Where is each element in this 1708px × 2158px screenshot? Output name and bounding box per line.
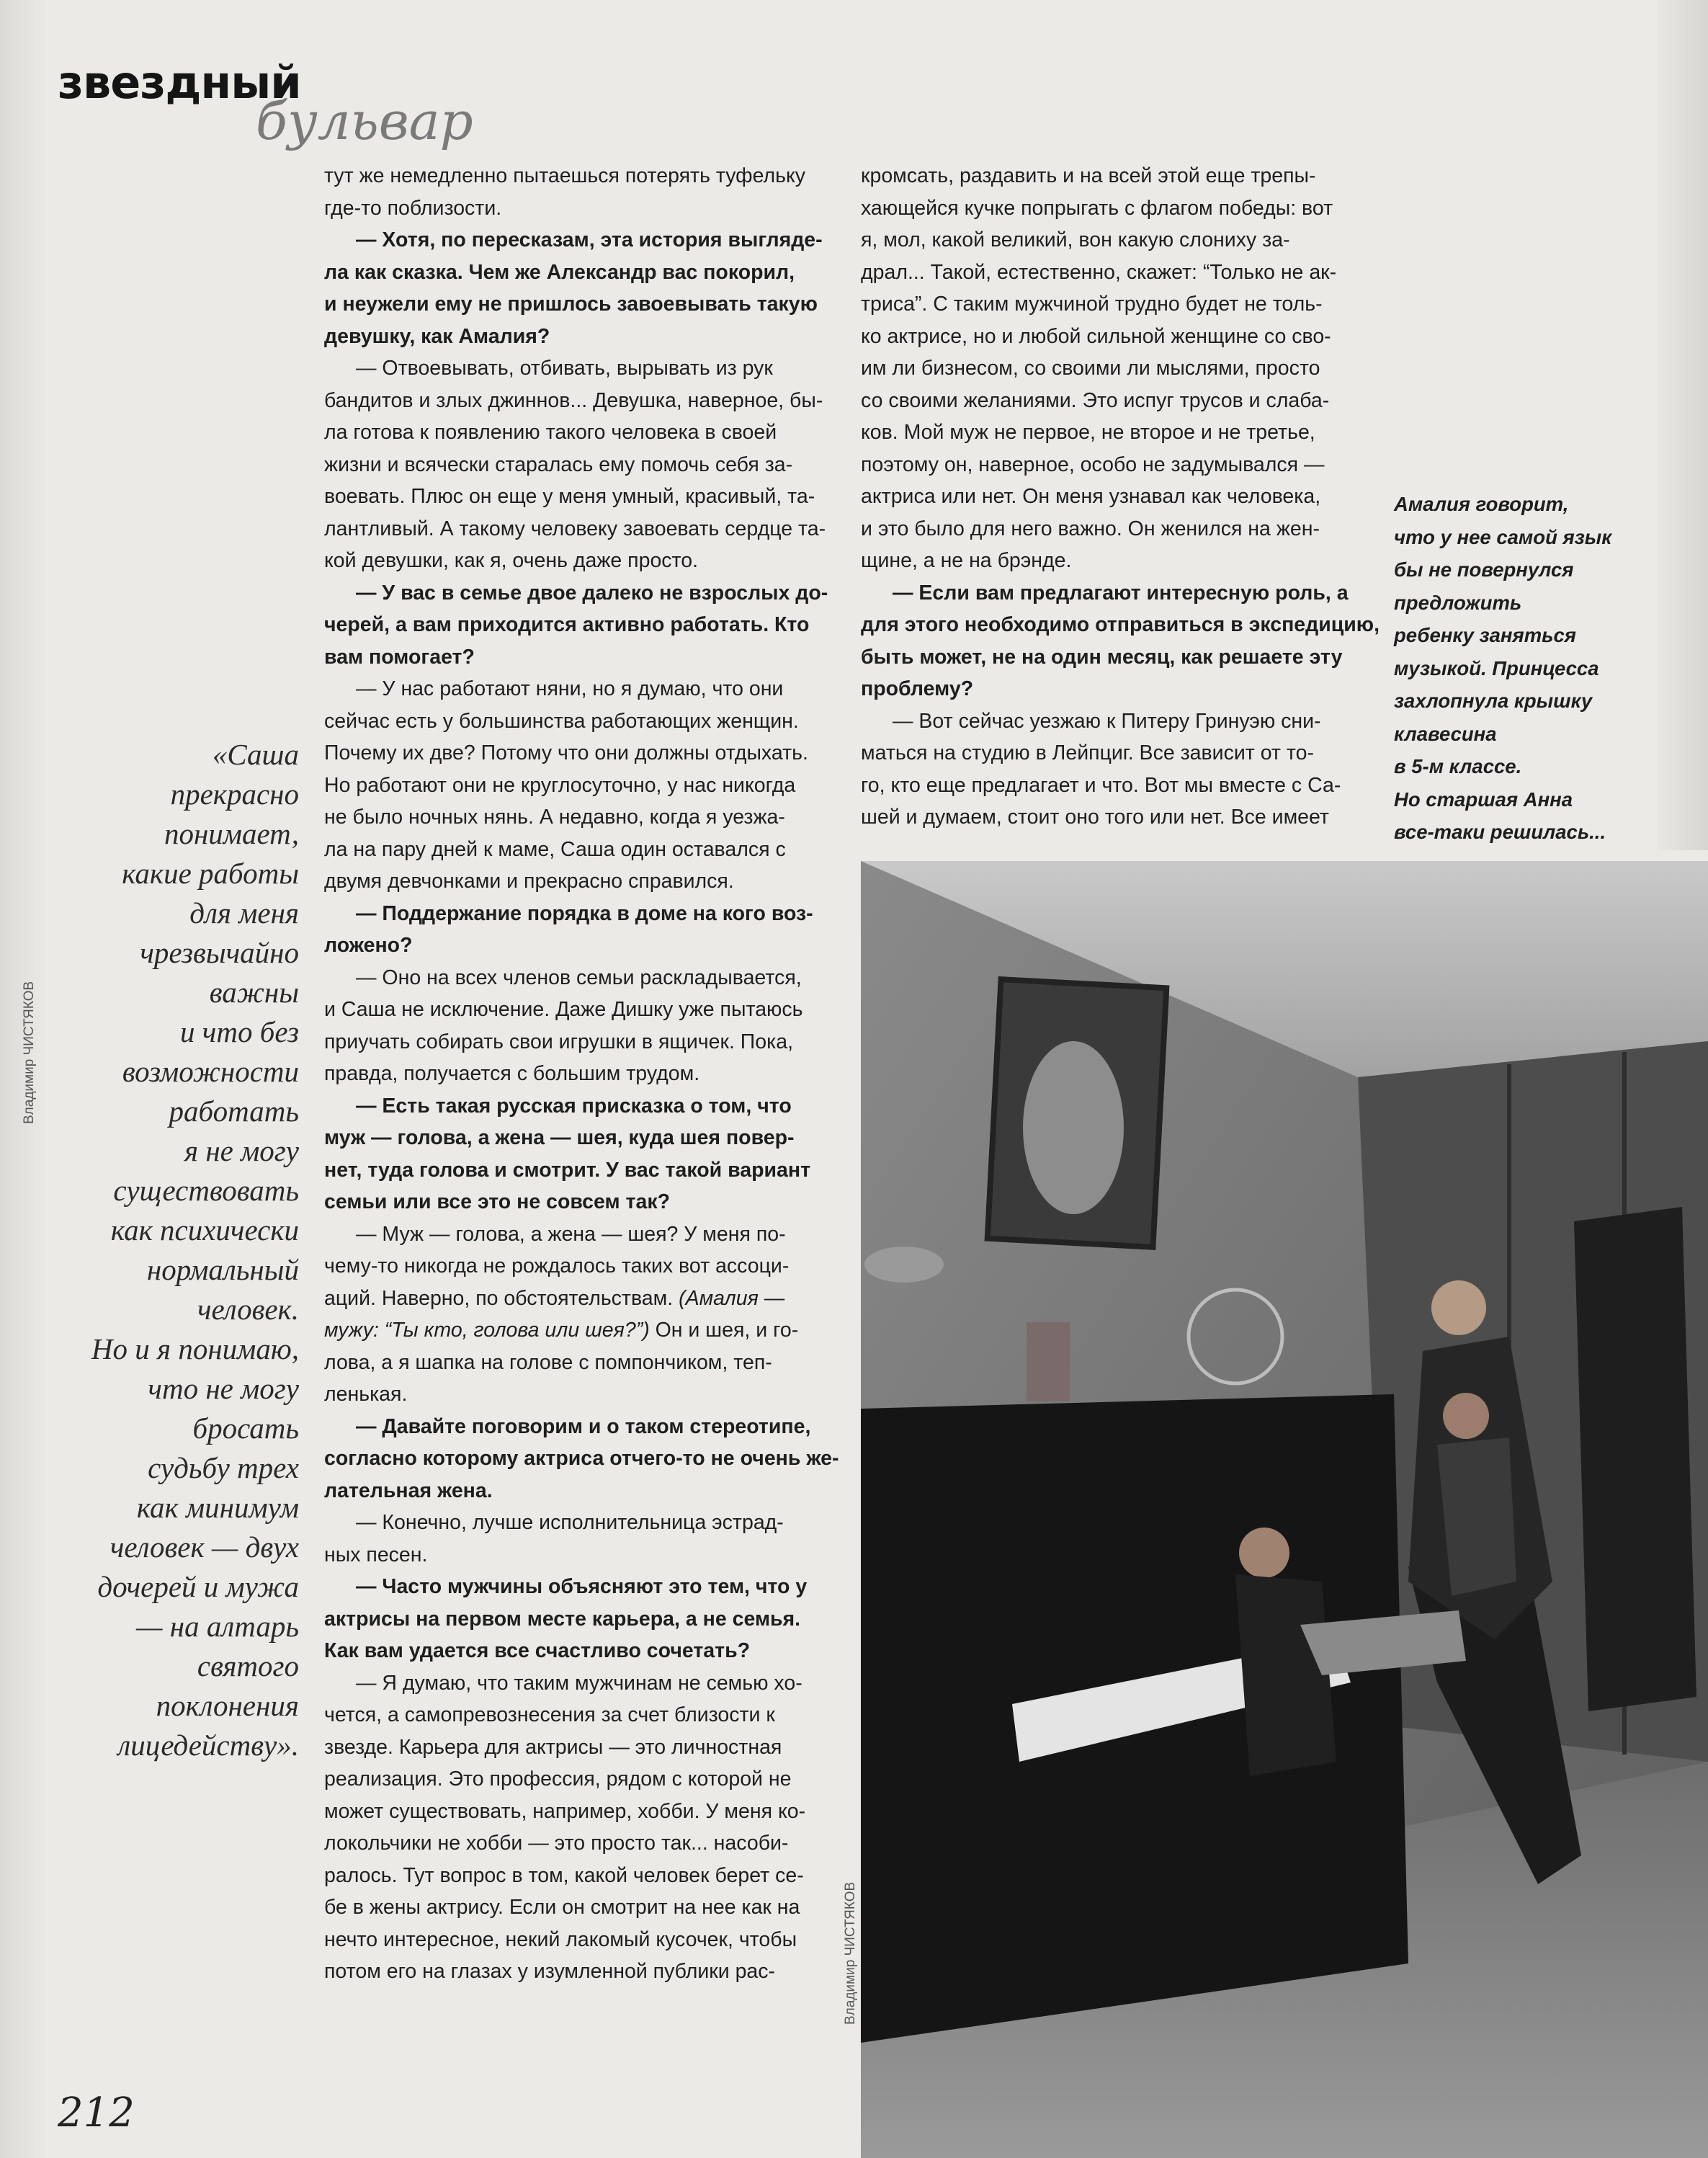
article-line: — Отвоевывать, отбивать, вырывать из рук [356,357,773,380]
pull-quote-line: прекрасно [170,777,299,811]
article-line: маться на студию в Лейпциг. Все зависит от то- [861,741,1314,764]
interview-question-line: ла как сказка. Чем же Александр вас покорил, [324,260,795,284]
article-line: лова, а я шапка на голове с помпончиком, теп- [324,1350,772,1374]
article-line: ла готова к появлению такого человека в своей [324,421,777,444]
article-line: двумя девчонками и прекрасно справился. [324,870,734,893]
pull-quote-line: человек. [197,1293,299,1326]
pull-quote-line: судьбу трех [148,1451,299,1484]
woman-face [1431,1280,1486,1335]
pull-quote-line: понимает, [164,817,299,850]
caption-line: в 5-м классе. [1394,755,1522,777]
pull-quote-line: Но и я понимаю, [91,1332,299,1365]
stage-remark: мужу: “Ты кто, голова или шея?”) [324,1319,650,1342]
interview-question-line: девушку, как Амалия? [324,324,550,348]
interview-question-line: — У вас в семье двое далеко не взрослых до- [356,581,828,605]
article-line: звезде. Карьера для актрисы — это личностная [324,1735,782,1759]
pull-quote-line: возможности [122,1055,299,1088]
pull-quote [43,735,299,1765]
article-line: кой девушки, как я, очень даже просто. [324,549,699,572]
page-number: 212 [58,2090,135,2136]
pull-quote-line: святого [197,1649,299,1682]
article-line: я, мол, какой великий, вон какую слониху за- [861,228,1290,251]
interview-question-line: проблему? [861,677,974,700]
photo-credit: Владимир ЧИСТЯКОВ [843,1881,858,2025]
article-line: лантливый. А такому человеку завоевать сердце та- [324,517,826,540]
article-column-2 [861,160,1380,834]
pull-quote-line: для меня [189,896,299,929]
section-subtitle: бульвар [256,91,473,151]
article-line: кромсать, раздавить и на всей этой еще трепы- [861,164,1316,187]
article-line: — Оно на всех членов семьи раскладывается, [356,966,802,989]
article-line: реализация. Это профессия, рядом с которой не [324,1767,792,1791]
article-line: ла на пару дней к маме, Саша один оставался с [324,837,786,861]
pull-quote-line: нормальный [146,1253,299,1286]
caption-line: предложить [1394,591,1522,614]
article-line: шей и думаем, стоит оно того или нет. Все имеет [861,806,1329,829]
article-line: чему-то никогда не рождалось таких вот ассоци- [324,1254,790,1278]
article-line: ленькая. [324,1383,408,1406]
pull-quote-line: работать [169,1094,299,1128]
mirror-reflection [1574,1207,1696,1711]
interview-question-line: вам помогает? [324,645,475,669]
article-line: щине, а не на брэнде. [861,549,1072,572]
family-piano-photo [861,861,1708,2158]
younger-girl-figure [1235,1574,1336,1776]
interview-question-line: быть может, не на один месяц, как решаете эту [861,645,1343,669]
article-line: тут же немедленно пытаешься потерять туфельку [324,164,806,187]
interview-question-line: — Хотя, по пересказам, эта история выгляде- [356,228,823,251]
article-line: бе в жены актрису. Если он смотрит на нее как на [324,1896,800,1919]
article-line: — У нас работают няни, но я думаю, что они [356,677,784,700]
caption-line: Но старшая Анна [1394,788,1573,811]
article-line: нечто интересное, некий лакомый кусочек, чтобы [324,1927,797,1951]
interview-question-line: — Часто мужчины объясняют это тем, что у [356,1575,808,1598]
caption-line: все-таки решилась... [1394,821,1606,843]
pull-quote-line: какие работы [122,857,299,890]
caption-line: Амалия говорит, [1394,493,1569,515]
pull-quote-line: чрезвычайно [140,936,299,969]
interview-question-line: — Поддержание порядка в доме на кого воз- [356,901,813,925]
article-line: актриса или нет. Он меня узнавал как человека, [861,485,1321,508]
article-line: — Вот сейчас уезжаю к Питеру Гринуэю сни- [893,709,1321,733]
article-line: Почему их две? Потому что они должны отдыхать. [324,741,808,764]
article-line: сейчас есть у большинства работающих женщин. [324,709,799,733]
article-line: где-то поблизости. [324,196,502,220]
article-line: ков. Мой муж не первое, не второе и не третье, [861,421,1315,444]
article-line: бандитов и злых джиннов... Девушка, наверное, бы- [324,388,823,412]
caption-line: что у нее самой язык [1394,525,1612,548]
article-line: чется, а самопревознесения за счет близости к [324,1703,775,1726]
caption-line: захлопнула крышку [1394,690,1593,712]
article-line: не было ночных нянь. А недавно, когда я уезжа- [324,806,785,829]
photo-credit: Владимир ЧИСТЯКОВ [22,981,37,1124]
article-line [324,1283,839,1315]
pull-quote-line: существовать [113,1174,299,1207]
pull-quote-line: как психически [110,1213,299,1247]
article-line: и это было для него важно. Он женился на жен- [861,517,1320,540]
pull-quote-line: — на алтарь [136,1610,299,1643]
interview-question-line: семьи или все это не совсем так? [324,1190,670,1213]
article-line: ралось. Тут вопрос в том, какой человек берет се- [324,1863,804,1887]
pull-quote-line: человек — двух [109,1530,299,1564]
pull-quote-line: «Саша [212,738,299,771]
stage-remark: (Амалия — [679,1286,785,1310]
interview-question-line: и неужели ему не пришлось завоевывать такую [324,293,818,316]
article-line: Но работают они не круглосуточно, у нас никогда [324,773,796,797]
article-line: хающейся кучке попрыгать с флагом победы: вот [861,196,1333,220]
article-line: — Муж — голова, а жена — шея? У меня по- [356,1222,786,1246]
interview-question-line: черей, а вам приходится активно работать. Кто [324,613,810,636]
pull-quote-line: я не могу [184,1134,299,1167]
pull-quote-line: что не могу [148,1372,299,1405]
younger-girl-face [1239,1528,1289,1578]
caption-line: музыкой. Принцесса [1394,656,1599,679]
article-line: может существовать, например, хобби. У меня ко- [324,1799,806,1823]
pull-quote-line: важны [209,976,299,1009]
article-line: поэтому он, наверное, особо не задумывался — [861,452,1325,476]
article-line: — Я думаю, что таким мужчинам не семью хо- [356,1671,802,1695]
article-line: правда, получается с большим трудом. [324,1062,700,1085]
article-column-1 [324,160,839,1988]
interview-question-line: нет, туда голова и смотрит. У вас такой вариант [324,1158,811,1182]
caption-line: клавесина [1394,722,1497,745]
pull-quote-line: поклонения [156,1689,299,1722]
interview-question-line: актрисы на первом месте карьера, а не семья. [324,1607,801,1631]
doll-figurine [1027,1322,1070,1401]
interview-question-line: — Давайте поговорим и о таком стереотипе, [356,1414,811,1438]
older-girl-face [1443,1393,1489,1439]
pull-quote-line: и что без [180,1015,299,1048]
page-edge [1658,0,1708,850]
article-line: драл... Такой, естественно, скажет: “Только не ак- [861,260,1337,284]
article-line: триса”. С таким мужчиной трудно будет не толь- [861,293,1323,316]
caption-line: ребенку заняться [1394,624,1576,646]
article-line-part: аций. Наверно, по обстоятельствам. [324,1286,674,1310]
article-line: ко актрисе, но и любой сильной женщине со сво- [861,324,1331,348]
article-line: со своими желаниями. Это испуг трусов и слаба- [861,388,1330,412]
section-title: звездный [58,56,301,109]
interview-question-line: — Есть такая русская присказка о том, что [356,1094,792,1118]
article-line: — Конечно, лучше исполнительница эстрад- [356,1511,784,1534]
article-line: потом его на глазах у изумленной публики рас- [324,1960,776,1983]
article-line: им ли бизнесом, со своими ли мыслями, просто [861,357,1320,380]
article-line: го, кто еще предлагает и что. Вот мы вместе с Са- [861,773,1341,797]
article-line: ных песен. [324,1543,428,1566]
interview-question-line: муж — голова, а жена — шея, куда шея повер- [324,1126,795,1149]
article-line: приучать собирать свои игрушки в ящичек. Пока, [324,1030,793,1053]
interview-question-line: ложено? [324,934,413,957]
article-line: воевать. Плюс он еще у меня умный, красивый, та- [324,485,815,508]
article-line-part: Он и шея, и го- [649,1319,799,1342]
interview-question-line: — Если вам предлагают интересную роль, а [893,581,1349,605]
pull-quote-line: дочерей и мужа [97,1570,299,1603]
caption-line: бы не повернулся [1394,558,1574,581]
pull-quote-line: лицедейству». [117,1729,299,1762]
article-line: жизни и всячески старалась ему помочь себя за- [324,452,793,476]
article-line: локольчики не хобби — это просто так... насоби- [324,1832,789,1855]
pull-quote-line: как минимум [136,1491,299,1524]
article-line [324,1314,839,1347]
vase [864,1247,944,1283]
article-line: и Саша не исключение. Даже Дишку уже пытаюсь [324,998,803,1021]
interview-question-line: Как вам удается все счастливо сочетать? [324,1639,751,1662]
interview-question-line: для этого необходимо отправиться в экспедицию, [861,613,1380,636]
pull-quote-line: бросать [192,1412,299,1445]
interview-question-line: согласно которому актриса отчего-то не очень же- [324,1447,839,1470]
interview-question-line: лательная жена. [324,1479,493,1502]
photo-caption [1394,488,1611,849]
painting-figure [1023,1041,1124,1214]
